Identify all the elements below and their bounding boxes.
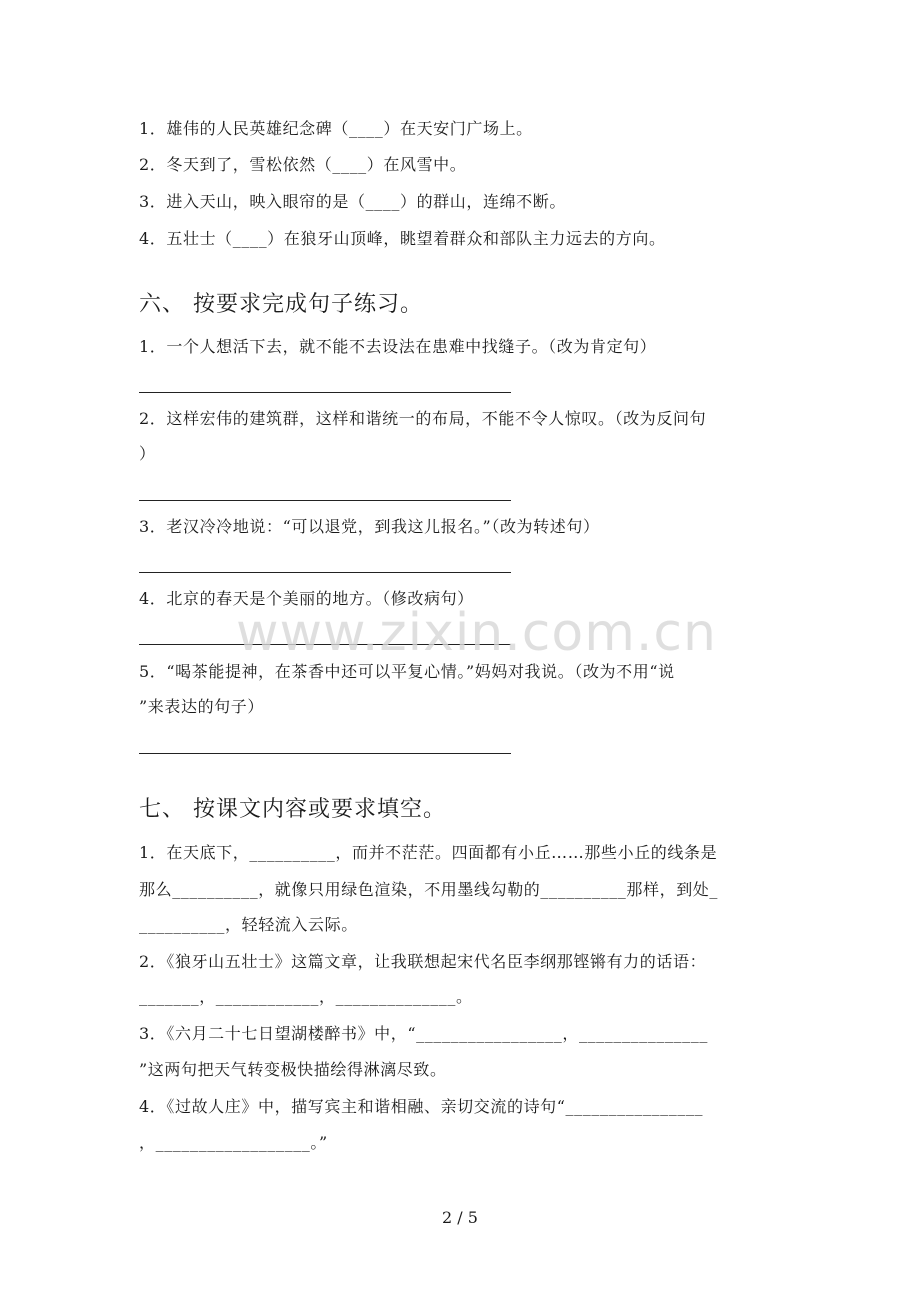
section-7-question-1-cont: 那么__________，就像只用绿色渲染，不用墨线勾勒的__________那样，到处_ [139,880,719,899]
section-7-title: 七、 按课文内容或要求填空。 [139,797,446,822]
section-6-question-2-cont: ） [139,444,156,463]
section-6-question-5-cont: ”来表达的句子） [139,697,264,716]
section-7-question-3: 3．《六月二十七日望湖楼醉书》中，“_________________，_______________ [139,1024,708,1043]
section-7-question-4-cont: ，__________________。” [139,1133,328,1152]
fill-item-2: 2．冬天到了，雪松依然（____）在风雪中。 [139,155,467,174]
section-7-question-2-blanks: _______，____________，______________。 [139,987,473,1006]
section-7-question-1-cont-2: __________，轻轻流入云际。 [139,915,358,934]
section-6-title: 六、 按要求完成句子练习。 [139,292,423,317]
section-7-question-1: 1．在天底下，__________，而并不茫茫。四面都有小丘……那些小丘的线条是 [139,843,718,862]
page-number: 2 / 5 [442,1208,478,1227]
section-6-question-2: 2．这样宏伟的建筑群，这样和谐统一的布局，不能不令人惊叹。（改为反问句 [139,409,707,428]
section-6-question-4: 4．北京的春天是个美丽的地方。（修改病句） [139,589,474,608]
answer-line-5[interactable] [139,753,511,754]
section-7-question-3-cont: ”这两句把天气转变极快描绘得淋漓尽致。 [139,1060,447,1079]
answer-line-2[interactable] [139,500,511,501]
section-6-question-1: 1．一个人想活下去，就不能不去设法在患难中找缝子。（改为肯定句） [139,337,657,356]
section-7-question-4: 4．《过故人庄》中，描写宾主和谐相融、亲切交流的诗句“________________ [139,1097,704,1116]
answer-line-1[interactable] [139,392,511,393]
section-6-question-5: 5．“喝茶能提神，在茶香中还可以平复心情。”妈妈对我说。（改为不用“说 [139,662,675,681]
watermark: www.zixin.com.cn [236,603,717,663]
answer-line-3[interactable] [139,572,511,573]
section-7-question-2: 2．《狼牙山五壮士》这篇文章，让我联想起宋代名臣李纲那铿锵有力的话语： [139,952,707,971]
fill-item-1: 1．雄伟的人民英雄纪念碑（____）在天安门广场上。 [139,119,533,138]
section-6-question-3: 3．老汉冷冷地说：“可以退党，到我这儿报名。”（改为转述句） [139,517,600,536]
fill-item-3: 3．进入天山，映入眼帘的是（____）的群山，连绵不断。 [139,192,566,211]
fill-item-4: 4．五壮士（____）在狼牙山顶峰，眺望着群众和部队主力远去的方向。 [139,229,666,248]
